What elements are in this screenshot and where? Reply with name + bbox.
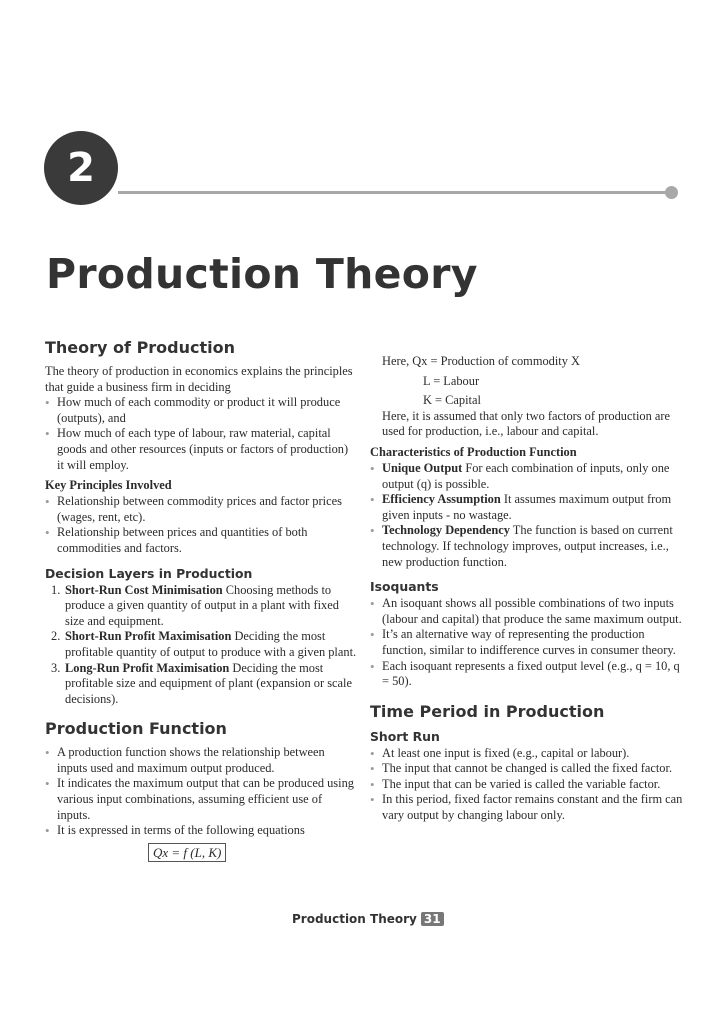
list-item: 2. Short-Run Profit Maximisation Deciding the most profitable quantity of output to produce with a given plant. xyxy=(51,629,357,659)
production-function-bullets xyxy=(45,745,357,839)
page-number: 31 xyxy=(421,912,444,926)
list-item: • Efficiency Assumption It assumes maximum output from given inputs - no wastage. xyxy=(370,492,686,523)
list-item: • A production function shows the relationship between inputs used and maximum output produced. xyxy=(45,745,357,776)
list-item: • At least one input is fixed (e.g., capital or labour). xyxy=(370,746,686,762)
isoquants-heading: Isoquants xyxy=(370,579,439,595)
key-principles-bullets xyxy=(45,494,357,556)
list-item: • In this period, fixed factor remains constant and the firm can vary output by changing labour only. xyxy=(370,792,686,823)
theory-intro: The theory of production in economics explains the principles that guide a business firm in deciding xyxy=(45,364,353,394)
characteristics-bullets xyxy=(370,461,686,570)
list-item: • It’s an alternative way of representing the production function, similar to indifference curves in consumer theory. xyxy=(370,627,686,658)
list-item: 3. Long-Run Profit Maximisation Deciding the most profitable size and equipment of plant (expansion or scale decisions). xyxy=(51,660,352,706)
chapter-divider-dot xyxy=(665,186,678,199)
right-column xyxy=(370,354,686,824)
theory-heading: Theory of Production xyxy=(45,338,236,357)
list-item: • The input that cannot be changed is called the fixed factor. xyxy=(370,761,686,777)
definition-qx: Here, Qx = Production of commodity X xyxy=(382,354,580,368)
chapter-number: 2 xyxy=(67,145,95,191)
list-item: • Each isoquant represents a fixed output level (e.g., q = 10, q = 50). xyxy=(370,659,686,690)
list-item: • It is expressed in terms of the following equations xyxy=(45,823,357,839)
production-function-equation: Qx = f (L, K) xyxy=(148,843,226,863)
page-footer xyxy=(292,912,444,926)
list-item: • Relationship between prices and quantities of both commodities and factors. xyxy=(45,525,357,556)
list-item: • An isoquant shows all possible combinations of two inputs (labour and capital) that produce the same maximum output. xyxy=(370,596,686,627)
time-period-heading: Time Period in Production xyxy=(370,701,605,721)
key-principles-heading: Key Principles Involved xyxy=(45,478,172,493)
list-item: 1. Short-Run Cost Minimisation Choosing methods to produce a given quantity of output in a plant with fixed size and equipment. xyxy=(51,582,339,628)
assumption-text: Here, it is assumed that only two factors of production are used for production, i.e., labour and capital. xyxy=(382,408,671,439)
list-item: • Technology Dependency The function is based on current technology. If technology improves, output increases, i.e., new production function. xyxy=(370,523,686,570)
chapter-title: Production Theory xyxy=(46,250,478,298)
production-function-heading: Production Function xyxy=(45,719,227,739)
chapter-divider-line xyxy=(118,191,668,194)
list-item: • Relationship between commodity prices and factor prices (wages, rent, etc). xyxy=(45,494,357,525)
list-item: • How much of each commodity or product it will produce (outputs), and xyxy=(45,395,357,426)
footer-title: Production Theory xyxy=(292,912,417,926)
theory-bullets xyxy=(45,395,357,473)
isoquants-bullets xyxy=(370,596,686,690)
characteristics-heading: Characteristics of Production Function xyxy=(370,444,577,459)
definition-labour: L = Labour xyxy=(423,373,480,388)
list-item: • How much of each type of labour, raw material, capital goods and other resources (inputs or factors of production) it will employ. xyxy=(45,426,357,473)
chapter-number-badge xyxy=(44,131,118,205)
left-column xyxy=(45,338,357,862)
list-item: • It indicates the maximum output that can be produced using various input combinations, assuming efficient use of inputs. xyxy=(45,776,357,823)
list-item: • Unique Output For each combination of inputs, only one output (q) is possible. xyxy=(370,461,686,492)
decision-layers-list xyxy=(45,583,357,708)
definition-capital: K = Capital xyxy=(423,393,481,408)
short-run-heading: Short Run xyxy=(370,728,440,744)
list-item: • The input that can be varied is called the variable factor. xyxy=(370,777,686,793)
short-run-bullets xyxy=(370,746,686,824)
decision-layers-heading: Decision Layers in Production xyxy=(45,565,253,581)
